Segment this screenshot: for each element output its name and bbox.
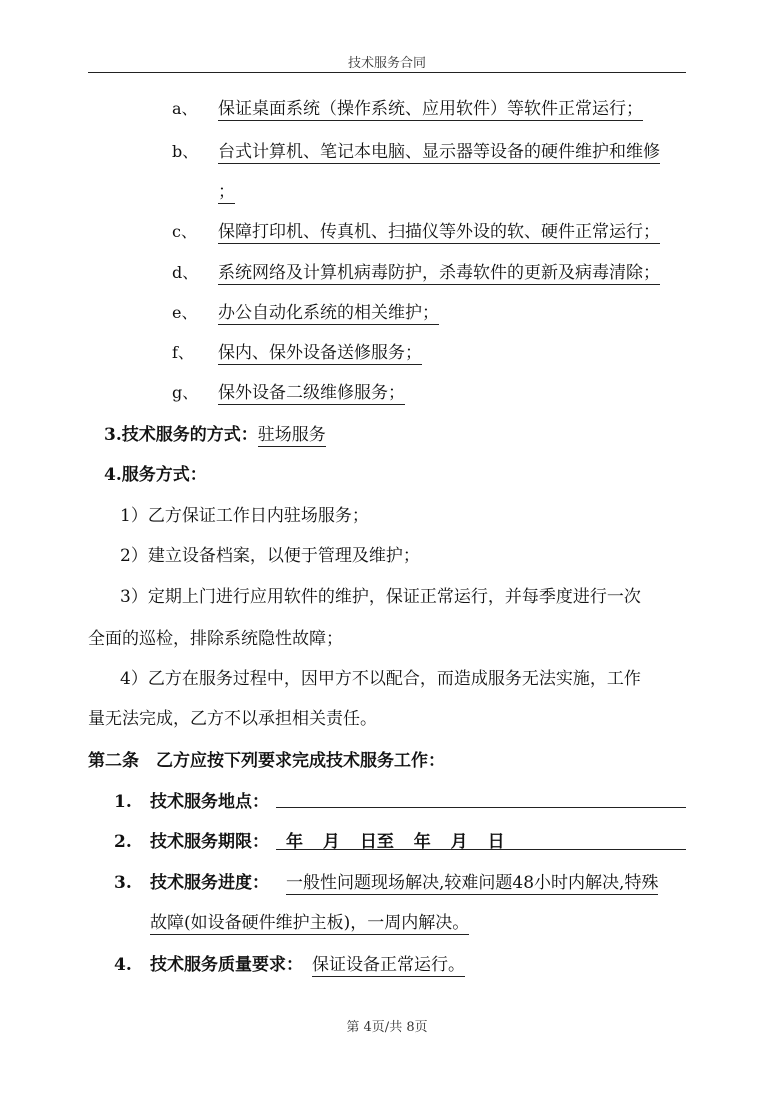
service-location-blank [276,807,686,808]
item-marker-f: f、 [172,343,194,362]
section-4-item-3-cont: 全面的巡检，排除系统隐性故障； [88,629,343,649]
section-4-item-3: 3）定期上门进行应用软件的维护，保证正常运行，并每季度进行一次 [120,587,641,607]
service-item-g [218,382,405,404]
service-item-a [218,98,643,120]
service-item-g-text: 保外设备二级维修服务； [218,383,405,403]
service-quality-value [312,954,465,976]
service-progress-value [286,872,658,894]
item-marker-d: d、 [172,263,199,282]
article-2-item-2-num: 2. [114,832,132,852]
service-item-b-cont-text: ； [218,182,235,202]
page-number-footer: 第 4页/共 8页 [346,1020,428,1035]
item-marker-g: g、 [172,383,199,402]
item-marker-c: c、 [172,222,197,241]
service-item-f [218,342,422,364]
item-marker-e: e、 [172,303,198,322]
article-2-item-3-num: 3. [114,873,132,893]
service-item-d-text: 系统网络及计算机病毒防护，杀毒软件的更新及病毒清除； [218,263,660,283]
service-progress-text: 一般性问题现场解决,较难问题48小时内解决,特殊 [286,873,659,893]
article-2-item-4-num: 4. [114,955,132,975]
section-4-item-4: 4）乙方在服务过程中，因甲方不以配合，而造成服务无法实施，工作 [120,669,641,689]
service-item-a-text: 保证桌面系统（操作系统、应用软件）等软件正常运行； [218,99,643,119]
service-period-value: 年 月 日至 年 月 日 [286,832,505,852]
service-item-e [218,302,439,324]
section-4-label: 4.服务方式： [104,465,207,485]
service-progress-cont-text: 故障(如设备硬件维护主板)，一周内解决。 [150,913,470,933]
section-4-item-4-cont: 量无法完成，乙方不以承担相关责任。 [88,709,377,729]
service-period-underline [276,849,686,850]
service-quality-text: 保证设备正常运行。 [312,955,465,975]
service-item-e-text: 办公自动化系统的相关维护； [218,303,439,323]
service-item-b-cont [218,181,235,203]
article-2-item-4-label: 技术服务质量要求： [150,955,303,975]
item-marker-b: b、 [172,142,199,161]
service-item-b-text: 台式计算机、笔记本电脑、显示器等设备的硬件维护和维修 [218,142,660,162]
service-item-d [218,262,660,284]
service-item-c-text: 保障打印机、传真机、扫描仪等外设的软、硬件正常运行； [218,222,660,242]
section-3-value: 驻场服务 [257,425,326,445]
section-3-label: 3.技术服务的方式： [104,425,258,445]
service-item-c [218,221,660,243]
section-3 [104,424,326,446]
article-2-title: 第二条 乙方应按下列要求完成技术服务工作： [88,751,445,771]
article-2-item-3-label: 技术服务进度： [150,873,269,893]
service-item-f-text: 保内、保外设备送修服务； [218,343,422,363]
section-4-item-1: 1）乙方保证工作日内驻场服务； [120,506,369,526]
page-header-title: 技术服务合同 [347,56,426,71]
service-progress-cont [150,912,469,934]
item-marker-a: a、 [172,99,198,118]
section-4-item-2: 2）建立设备档案，以便于管理及维护； [120,546,420,566]
article-2-item-1-num: 1. [114,792,132,812]
article-2-item-2-label: 技术服务期限： [150,832,269,852]
article-2-item-1-label: 技术服务地点： [150,792,269,812]
header-divider [88,72,686,73]
service-item-b [218,141,660,163]
